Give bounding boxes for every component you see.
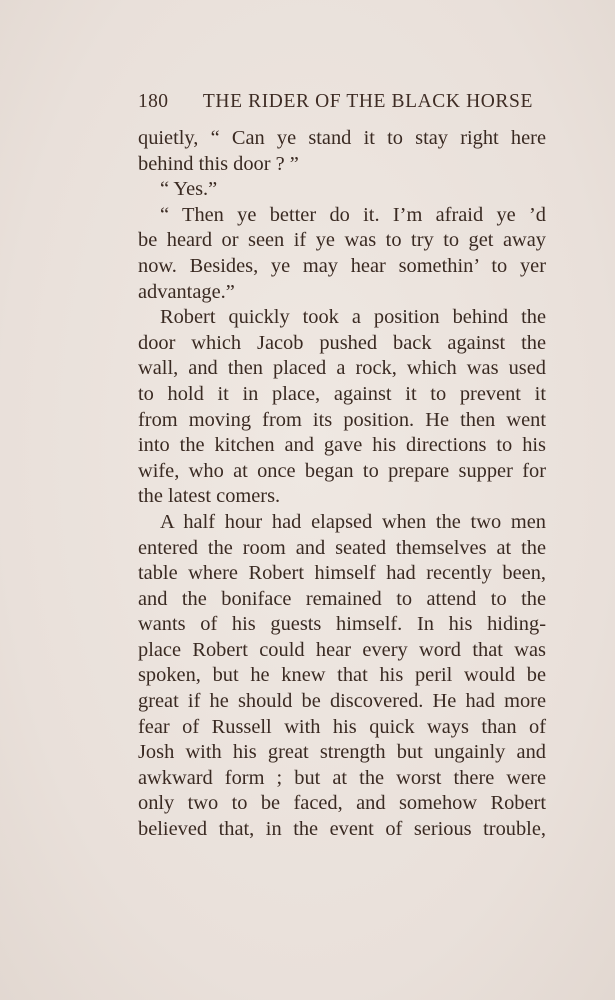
text-line: “ Then ye better do it. I’m afraid ye ’d <box>160 203 546 226</box>
text-line: advantage.” <box>138 280 235 303</box>
text-line: behind this door ? ” <box>138 152 299 175</box>
text-line: wall, and then placed a rock, which was used <box>138 357 546 380</box>
text-line: and the boniface remained to attend to the <box>138 587 546 610</box>
text-line: great if he should be discovered. He had more <box>138 690 546 713</box>
running-header <box>138 91 533 113</box>
text-line: “ Yes.” <box>160 178 218 201</box>
text-line: place Robert could hear every word that was <box>138 638 546 661</box>
text-line: from moving from its position. He then went <box>138 408 546 431</box>
text-line: wants of his guests himself. In his hiding- <box>138 613 546 636</box>
text-line: believed that, in the event of serious trouble, <box>138 818 546 841</box>
text-line: A half hour had elapsed when the two men <box>160 510 546 533</box>
text-line: to hold it in place, against it to prevent it <box>138 382 546 405</box>
text-line: entered the room and seated themselves at the <box>138 536 546 559</box>
text-line: wife, who at once began to prepare supper for <box>138 459 546 482</box>
text-line: be heard or seen if ye was to try to get away <box>138 229 546 252</box>
text-line: quietly, “ Can ye stand it to stay right here <box>138 127 546 149</box>
text-line: door which Jacob pushed back against the <box>138 331 546 354</box>
body-text <box>138 126 546 843</box>
text-line: Josh with his great strength but ungainly and <box>138 741 546 764</box>
text-line: awkward form ; but at the worst there were <box>138 766 546 789</box>
text-line: now. Besides, ye may hear somethin’ to yer <box>138 254 546 277</box>
text-line: spoken, but he knew that his peril would be <box>138 664 546 687</box>
text-line: into the kitchen and gave his directions to his <box>138 434 546 457</box>
running-title: THE RIDER OF THE BLACK HORSE <box>202 91 533 112</box>
text-line: only two to be faced, and somehow Robert <box>138 792 546 815</box>
text-line: fear of Russell with his quick ways than of <box>138 715 546 738</box>
page-number: 180 <box>138 91 169 112</box>
text-line: table where Robert himself had recently been, <box>138 562 546 585</box>
text-line: Robert quickly took a position behind the <box>160 306 546 329</box>
text-line: the latest comers. <box>138 485 281 508</box>
